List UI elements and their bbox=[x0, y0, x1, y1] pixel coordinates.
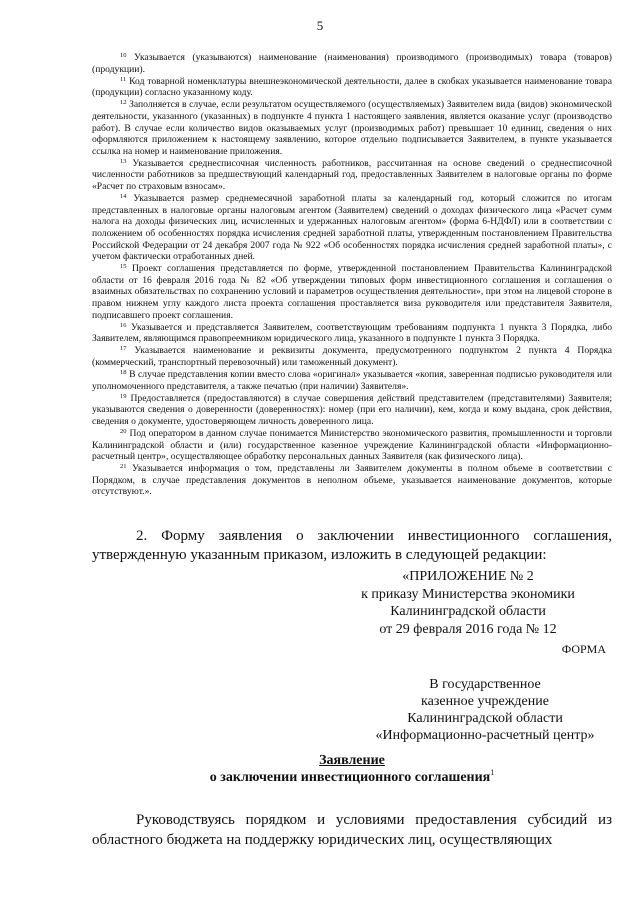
recipient-line-4: «Информационно-расчетный центр» bbox=[375, 728, 595, 743]
appendix-line-3: Калининградской области bbox=[390, 604, 546, 619]
footnote-19 bbox=[92, 393, 612, 428]
footnote-text: Указывается и представляется Заявителем, соответствующим требованиям подпункта 1 пункта 3 Порядка, либо Заявителем, являющимся правопреемником юридического лица, указанного в подпункте 1 пункта 3 Порядка. bbox=[92, 321, 612, 345]
footnote-text: Код товарной номенклатуры внешнеэкономической деятельности, далее в скобках указывается наименование товара (продукции) согласно указанному коду. bbox=[92, 75, 612, 99]
footnote-text: Указывается среднесписочная численность работников, рассчитанная на основе сведений о среднесписочной численности работников за предшествующий календарный год, предоставленных Заявителем в налоговые органы по форме «Расчет по страховым взносам». bbox=[92, 157, 612, 193]
appendix-line-4: от 29 февраля 2016 года № 12 bbox=[379, 621, 557, 637]
recipient-block bbox=[360, 676, 610, 744]
footnote-text: Предоставляется (предоставляются) в случае совершения действий представителем (представителями) Заявителя; указываются сведения о доверенности (доверенностях): номер (при его наличии), кем, когда и кому выдана, срок действия, сведения о документе, удостоверяющем личность доверенного лица. bbox=[92, 392, 612, 427]
footnote-marker: 17 bbox=[120, 345, 127, 353]
footnote-14 bbox=[92, 193, 612, 263]
footnote-marker: 12 bbox=[120, 99, 127, 107]
footnote-marker: 14 bbox=[120, 193, 127, 201]
footnote-marker: 18 bbox=[120, 369, 127, 377]
footnote-text: Под оператором в данном случае понимается Министерство экономического развития, промышленности и торговли Калининградской области и (или) государственное казенное учреждение Калининградской области «Информационно-расчетный центр», осуществляющее обработку персональных данных Заявителя (как физического лица). bbox=[92, 428, 612, 463]
recipient-line-2: казенное учреждение bbox=[421, 694, 549, 709]
footnote-21 bbox=[92, 463, 612, 498]
appendix-line-1: «ПРИЛОЖЕНИЕ № 2 bbox=[402, 569, 534, 584]
footnote-marker: 15 bbox=[120, 263, 127, 271]
footnote-text: Указывается наименование и реквизиты документа, предусмотренного подпунктом 2 пункта 4 Порядка (коммерческий, транспортный перевозочный) или таможенный документ). bbox=[92, 345, 612, 368]
document-title-line-1: Заявление bbox=[319, 753, 385, 768]
footnote-marker: 10 bbox=[120, 52, 127, 59]
footnotes-block bbox=[92, 52, 612, 499]
footnote-17 bbox=[92, 345, 612, 368]
footnote-10 bbox=[92, 52, 612, 75]
amendment-item-2-text: 2. Форму заявления о заключении инвестиционного соглашения, утвержденную указанным приказом, изложить в следующей редакции: bbox=[92, 528, 612, 563]
footnote-20 bbox=[92, 428, 612, 463]
footnote-15 bbox=[92, 263, 612, 321]
footnote-marker: 19 bbox=[120, 392, 127, 400]
form-label: ФОРМА bbox=[561, 642, 606, 656]
footnote-text: Указывается информация о том, представлены ли Заявителем документы в полном объеме в соответствии с Порядком, в случае представления документов в неполном объеме, указывается наименование документов, которые отсутствуют.». bbox=[92, 463, 612, 498]
application-body-text: Руководствуясь порядком и условиями предоставления субсидий из областного бюджета на поддержку юридических лиц, осуществляющих bbox=[92, 812, 612, 848]
appendix-line-2: к приказу Министерства экономики bbox=[361, 586, 575, 602]
footnote-marker: 11 bbox=[120, 75, 127, 83]
appendix-header bbox=[330, 568, 606, 638]
document-title-line-2: о заключении инвестиционного соглашения bbox=[209, 770, 491, 785]
document-title bbox=[92, 752, 612, 786]
footnote-text: В случае представления копии вместо слова «оригинал» указывается «копия, заверенная подписью руководителя или уполномоченного представителя, а также печатью (при наличии) Заявителя». bbox=[92, 369, 612, 392]
footnote-text: Указывается размер среднемесячной заработной платы за календарный год, который сложится по итогам представленных в налоговые органы налоговым агентом (Заявителем) сведений о доходах физического лица «Расчет сумм налога на доходы физических лиц, исчисленных и удержанных налоговым агентом» (форма 6-НДФЛ) или в соответствии с положением об особенностях порядка исчисления средней заработной платы, утвержденным постановлением Правительства Российской Федерации от 24 декабря 2007 года № 922 «Об особенностях порядка исчисления средней заработной платы», с учетом фактически отработанных дней. bbox=[92, 193, 612, 263]
footnote-18 bbox=[92, 369, 612, 392]
title-footnote-marker: 1 bbox=[490, 768, 495, 777]
footnote-marker: 20 bbox=[120, 428, 127, 435]
recipient-line-3: Калининградской области bbox=[407, 711, 563, 726]
footnote-text: Указывается (указываются) наименование (наименования) производимого (производимых) товара (товаров) (продукции). bbox=[92, 52, 612, 75]
page-number: 5 bbox=[316, 18, 324, 33]
amendment-item-2 bbox=[92, 527, 612, 565]
footnote-marker: 21 bbox=[120, 463, 127, 471]
footnote-12 bbox=[92, 99, 612, 157]
footnote-text: Проект соглашения представляется по форме, утвержденной постановлением Правительства Калининградской области от 16 февраля 2016 года № 82 «Об утверждении типовых форм инвестиционного соглашения и соглашения о взаимных обязательствах по сохранению условий и параметров осуществления деятельности», при этом на лицевой стороне в правом нижнем углу каждого листа проекта соглашения проставляется виза руководителя или представителя Заявителя, подписавшего проект соглашения. bbox=[92, 263, 612, 321]
footnote-16 bbox=[92, 322, 612, 345]
footnote-13 bbox=[92, 158, 612, 193]
footnote-11 bbox=[92, 76, 612, 99]
footnote-marker: 16 bbox=[120, 321, 127, 329]
recipient-line-1: В государственное bbox=[429, 677, 541, 692]
footnote-text: Заполняется в случае, если результатом осуществляемого (осуществляемых) Заявителем вида (видов) экономической деятельности, указанного (указанных) в подпункте 4 пункта 1 настоящего заявления, является оказание услуг (производство работ). В случае если количество видов оказываемых услуг (производимых работ) превышает 10 единиц, сведения о них оформляются приложением к настоящему заявлению, которое отдельно подписывается Заявителем, в пункте указывается ссылка на номер и наименование приложения. bbox=[92, 99, 612, 157]
application-body bbox=[92, 810, 612, 850]
footnote-marker: 13 bbox=[120, 157, 127, 165]
document-title-line-2-wrap bbox=[92, 769, 612, 786]
